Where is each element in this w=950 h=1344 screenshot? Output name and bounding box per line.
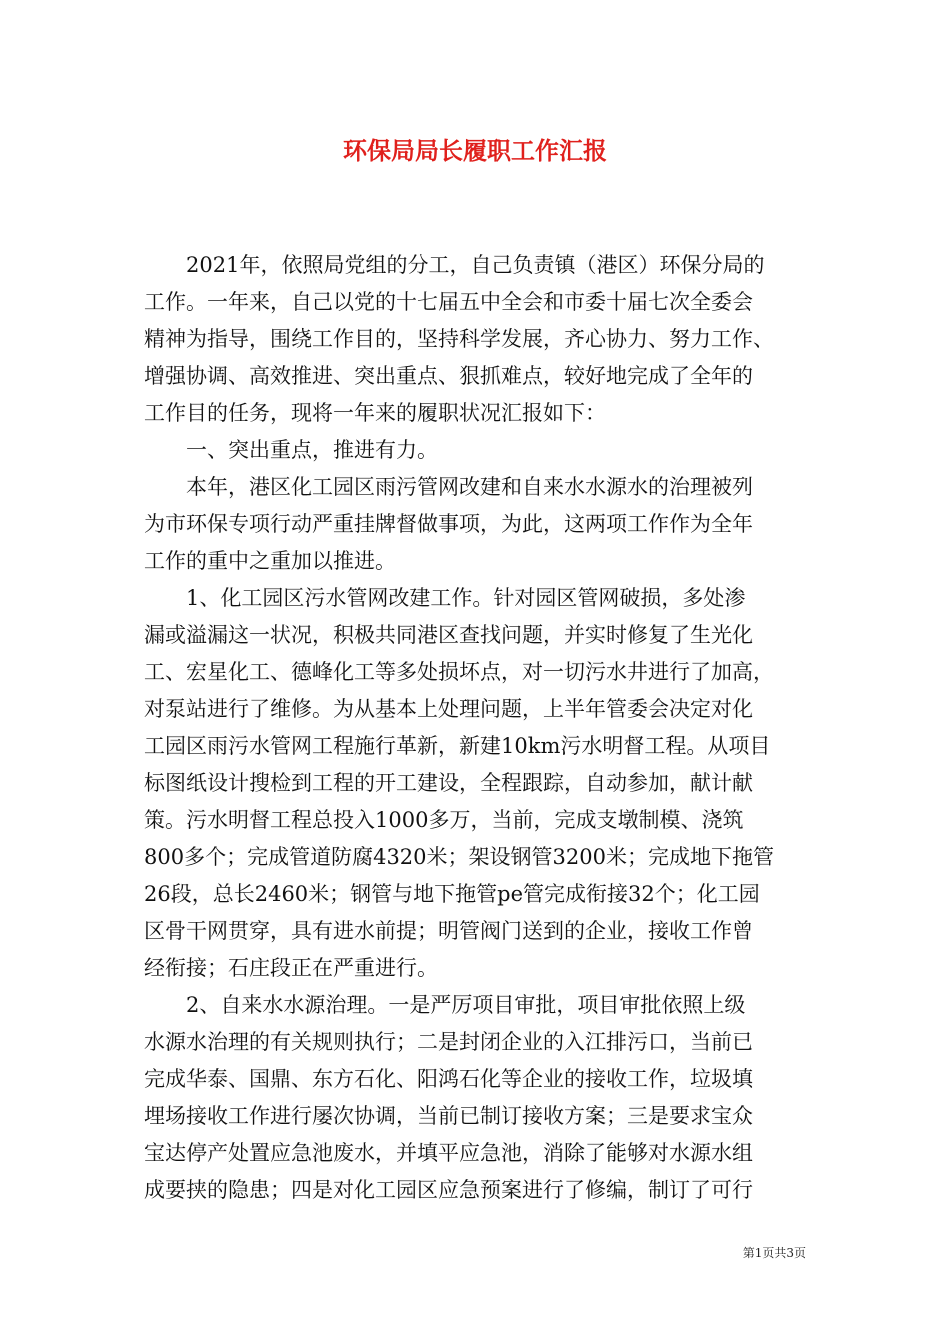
body-line: 对泵站进行了维修。为从基本上处理问题，上半年管委会决定对化	[144, 697, 753, 721]
body-line: 精神为指导，围绕工作目的，坚持科学发展，齐心协力、努力工作、	[144, 327, 774, 351]
body-line: 工、宏星化工、德峰化工等多处损坏点，对一切污水井进行了加高，	[144, 660, 774, 684]
section-heading: 一、突出重点，推进有力。	[144, 438, 438, 462]
body-line: 埋场接收工作进行屡次协调，当前已制订接收方案；三是要求宝众	[144, 1104, 753, 1128]
body-line: 工作目的任务，现将一年来的履职状况汇报如下：	[144, 401, 606, 425]
body-line: 800多个；完成管道防腐4320米；架设钢管3200米；完成地下拖管	[144, 845, 774, 869]
body-line: 为市环保专项行动严重挂牌督做事项，为此，这两项工作作为全年	[144, 512, 753, 536]
body-line: 2021年，依照局党组的分工，自己负责镇（港区）环保分局的	[144, 253, 765, 277]
body-line: 标图纸设计搜检到工程的开工建设，全程跟踪，自动参加，献计献	[144, 771, 753, 795]
body-line: 宝达停产处置应急池废水，并填平应急池，消除了能够对水源水组	[144, 1141, 753, 1165]
body-line: 2、自来水水源治理。一是严厉项目审批，项目审批依照上级	[144, 993, 746, 1017]
body-line: 本年，港区化工园区雨污管网改建和自来水水源水的治理被列	[144, 475, 753, 499]
page-number: 第1页共3页	[742, 1246, 806, 1260]
body-line: 增强协调、高效推进、突出重点、狠抓难点，较好地完成了全年的	[144, 364, 753, 388]
body-line: 工作。一年来，自己以党的十七届五中全会和市委十届七次全委会	[144, 290, 753, 314]
body-line: 工作的重中之重加以推进。	[144, 549, 396, 573]
document-title: 环保局局长履职工作汇报	[343, 136, 607, 165]
body-line: 策。污水明督工程总投入1000多万，当前，完成支墩制模、浇筑	[144, 808, 744, 832]
body-line: 区骨干网贯穿，具有进水前提；明管阀门送到的企业，接收工作曾	[144, 919, 753, 943]
body-line: 工园区雨污水管网工程施行革新，新建10km污水明督工程。从项目	[144, 734, 771, 758]
body-line: 1、化工园区污水管网改建工作。针对园区管网破损，多处渗	[144, 586, 746, 610]
body-line: 26段，总长2460米；钢管与地下拖管pe管完成衔接32个；化工园	[144, 882, 760, 906]
body-line: 完成华泰、国鼎、东方石化、阳鸿石化等企业的接收工作，垃圾填	[144, 1067, 753, 1091]
body-line: 经衔接；石庄段正在严重进行。	[144, 956, 438, 980]
body-line: 漏或溢漏这一状况，积极共同港区查找问题，并实时修复了生光化	[144, 623, 753, 647]
body-line: 成要挟的隐患；四是对化工园区应急预案进行了修编，制订了可行	[144, 1178, 753, 1202]
body-line: 水源水治理的有关规则执行；二是封闭企业的入江排污口，当前已	[144, 1030, 753, 1054]
